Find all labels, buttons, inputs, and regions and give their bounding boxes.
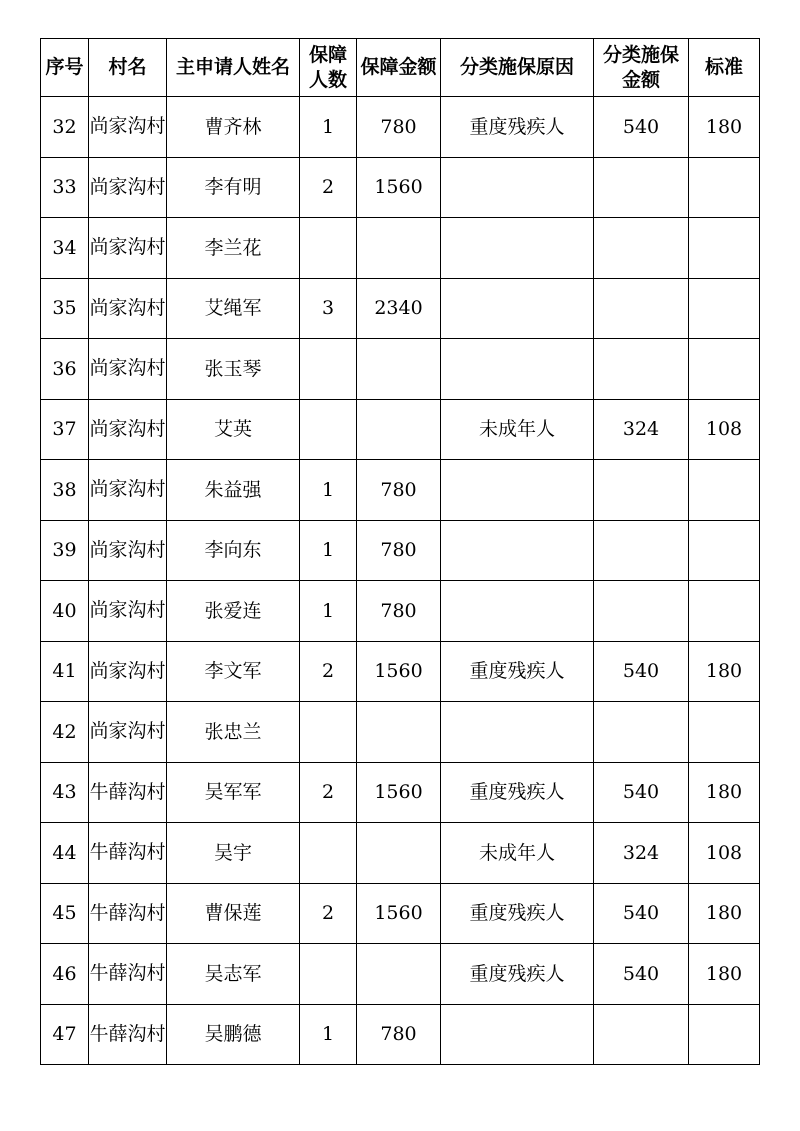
cell-amount <box>357 944 441 1005</box>
cell-seq: 47 <box>41 1004 89 1065</box>
table-row <box>41 944 760 1005</box>
cell-applicant-name: 曹保莲 <box>167 883 300 944</box>
cell-standard: 108 <box>689 399 760 460</box>
cell-applicant-name: 朱益强 <box>167 460 300 521</box>
cell-seq: 41 <box>41 641 89 702</box>
cell-seq: 39 <box>41 520 89 581</box>
table-row <box>41 702 760 763</box>
cell-village: 牛薛沟村 <box>89 823 167 884</box>
cell-village: 尚家沟村 <box>89 218 167 279</box>
cell-applicant-name: 吴鹏德 <box>167 1004 300 1065</box>
cell-applicant-name: 曹齐林 <box>167 97 300 158</box>
cell-applicant-name: 张忠兰 <box>167 702 300 763</box>
cell-seq: 43 <box>41 762 89 823</box>
cell-persons: 2 <box>300 157 357 218</box>
cell-persons <box>300 218 357 279</box>
cell-class-amount <box>594 278 689 339</box>
cell-persons: 2 <box>300 641 357 702</box>
cell-standard: 180 <box>689 97 760 158</box>
cell-standard: 180 <box>689 944 760 1005</box>
cell-standard <box>689 157 760 218</box>
cell-village: 牛薛沟村 <box>89 883 167 944</box>
table-row <box>41 520 760 581</box>
table-row <box>41 823 760 884</box>
cell-applicant-name: 张玉琴 <box>167 339 300 400</box>
cell-reason: 重度残疾人 <box>441 883 594 944</box>
cell-reason <box>441 278 594 339</box>
table-row <box>41 157 760 218</box>
cell-class-amount: 540 <box>594 641 689 702</box>
cell-reason <box>441 460 594 521</box>
cell-class-amount <box>594 1004 689 1065</box>
cell-village: 尚家沟村 <box>89 460 167 521</box>
cell-seq: 35 <box>41 278 89 339</box>
table-row <box>41 218 760 279</box>
header-applicant: 主申请人姓名 <box>167 39 300 97</box>
cell-seq: 44 <box>41 823 89 884</box>
cell-class-amount: 324 <box>594 823 689 884</box>
cell-class-amount: 540 <box>594 883 689 944</box>
cell-class-amount: 540 <box>594 762 689 823</box>
cell-persons <box>300 339 357 400</box>
cell-applicant-name: 李兰花 <box>167 218 300 279</box>
cell-amount: 2340 <box>357 278 441 339</box>
cell-persons: 1 <box>300 581 357 642</box>
cell-village: 尚家沟村 <box>89 399 167 460</box>
cell-applicant-name: 李有明 <box>167 157 300 218</box>
table-row <box>41 762 760 823</box>
cell-seq: 46 <box>41 944 89 1005</box>
cell-reason <box>441 1004 594 1065</box>
cell-amount <box>357 339 441 400</box>
cell-class-amount <box>594 339 689 400</box>
cell-standard: 108 <box>689 823 760 884</box>
cell-seq: 32 <box>41 97 89 158</box>
header-row <box>41 39 760 97</box>
header-persons: 保障人数 <box>300 39 357 97</box>
cell-class-amount <box>594 520 689 581</box>
cell-applicant-name: 吴宇 <box>167 823 300 884</box>
cell-standard <box>689 339 760 400</box>
cell-persons <box>300 823 357 884</box>
cell-seq: 42 <box>41 702 89 763</box>
cell-amount <box>357 218 441 279</box>
table-row <box>41 97 760 158</box>
cell-applicant-name: 艾英 <box>167 399 300 460</box>
cell-applicant-name: 吴军军 <box>167 762 300 823</box>
cell-reason: 未成年人 <box>441 823 594 884</box>
cell-persons: 1 <box>300 520 357 581</box>
cell-village: 尚家沟村 <box>89 520 167 581</box>
cell-reason: 未成年人 <box>441 399 594 460</box>
header-reason: 分类施保原因 <box>441 39 594 97</box>
cell-standard <box>689 581 760 642</box>
cell-persons: 1 <box>300 97 357 158</box>
cell-persons: 2 <box>300 883 357 944</box>
cell-applicant-name: 李文军 <box>167 641 300 702</box>
cell-reason: 重度残疾人 <box>441 944 594 1005</box>
cell-standard: 180 <box>689 883 760 944</box>
cell-village: 牛薛沟村 <box>89 944 167 1005</box>
table-row <box>41 581 760 642</box>
cell-village: 尚家沟村 <box>89 97 167 158</box>
cell-amount: 1560 <box>357 762 441 823</box>
cell-applicant-name: 张爱连 <box>167 581 300 642</box>
cell-seq: 40 <box>41 581 89 642</box>
cell-village: 尚家沟村 <box>89 339 167 400</box>
cell-persons <box>300 702 357 763</box>
cell-seq: 36 <box>41 339 89 400</box>
cell-class-amount <box>594 460 689 521</box>
cell-seq: 37 <box>41 399 89 460</box>
cell-class-amount: 324 <box>594 399 689 460</box>
header-village: 村名 <box>89 39 167 97</box>
cell-village: 尚家沟村 <box>89 641 167 702</box>
cell-standard <box>689 218 760 279</box>
table-row <box>41 1004 760 1065</box>
cell-standard <box>689 460 760 521</box>
cell-amount <box>357 702 441 763</box>
table-row <box>41 339 760 400</box>
cell-class-amount <box>594 581 689 642</box>
header-standard: 标准 <box>689 39 760 97</box>
cell-class-amount: 540 <box>594 944 689 1005</box>
table-row <box>41 460 760 521</box>
cell-class-amount <box>594 702 689 763</box>
cell-reason: 重度残疾人 <box>441 762 594 823</box>
cell-village: 牛薛沟村 <box>89 762 167 823</box>
cell-seq: 33 <box>41 157 89 218</box>
cell-reason <box>441 339 594 400</box>
cell-persons <box>300 944 357 1005</box>
cell-standard: 180 <box>689 641 760 702</box>
cell-seq: 38 <box>41 460 89 521</box>
cell-amount: 1560 <box>357 641 441 702</box>
cell-applicant-name: 艾绳军 <box>167 278 300 339</box>
cell-amount: 780 <box>357 581 441 642</box>
cell-reason <box>441 702 594 763</box>
cell-persons: 3 <box>300 278 357 339</box>
cell-standard <box>689 520 760 581</box>
cell-class-amount <box>594 218 689 279</box>
cell-reason <box>441 581 594 642</box>
cell-persons <box>300 399 357 460</box>
cell-standard <box>689 702 760 763</box>
header-amount: 保障金额 <box>357 39 441 97</box>
table-body <box>41 97 760 1065</box>
cell-amount: 1560 <box>357 157 441 218</box>
cell-class-amount <box>594 157 689 218</box>
table-row <box>41 883 760 944</box>
cell-applicant-name: 李向东 <box>167 520 300 581</box>
cell-amount <box>357 823 441 884</box>
cell-village: 尚家沟村 <box>89 581 167 642</box>
cell-persons: 1 <box>300 460 357 521</box>
table-row <box>41 641 760 702</box>
cell-reason <box>441 218 594 279</box>
cell-amount: 1560 <box>357 883 441 944</box>
cell-class-amount: 540 <box>594 97 689 158</box>
subsidy-table <box>40 38 760 1065</box>
header-class-amount: 分类施保金额 <box>594 39 689 97</box>
cell-standard: 180 <box>689 762 760 823</box>
cell-standard <box>689 278 760 339</box>
table-row <box>41 399 760 460</box>
cell-amount: 780 <box>357 97 441 158</box>
table-row <box>41 278 760 339</box>
header-seq: 序号 <box>41 39 89 97</box>
cell-persons: 1 <box>300 1004 357 1065</box>
cell-seq: 45 <box>41 883 89 944</box>
cell-applicant-name: 吴志军 <box>167 944 300 1005</box>
cell-reason: 重度残疾人 <box>441 97 594 158</box>
cell-seq: 34 <box>41 218 89 279</box>
cell-reason <box>441 157 594 218</box>
cell-village: 尚家沟村 <box>89 278 167 339</box>
cell-village: 尚家沟村 <box>89 702 167 763</box>
cell-persons: 2 <box>300 762 357 823</box>
cell-amount <box>357 399 441 460</box>
cell-standard <box>689 1004 760 1065</box>
cell-reason: 重度残疾人 <box>441 641 594 702</box>
cell-amount: 780 <box>357 460 441 521</box>
cell-amount: 780 <box>357 520 441 581</box>
cell-reason <box>441 520 594 581</box>
cell-amount: 780 <box>357 1004 441 1065</box>
cell-village: 尚家沟村 <box>89 157 167 218</box>
cell-village: 牛薛沟村 <box>89 1004 167 1065</box>
